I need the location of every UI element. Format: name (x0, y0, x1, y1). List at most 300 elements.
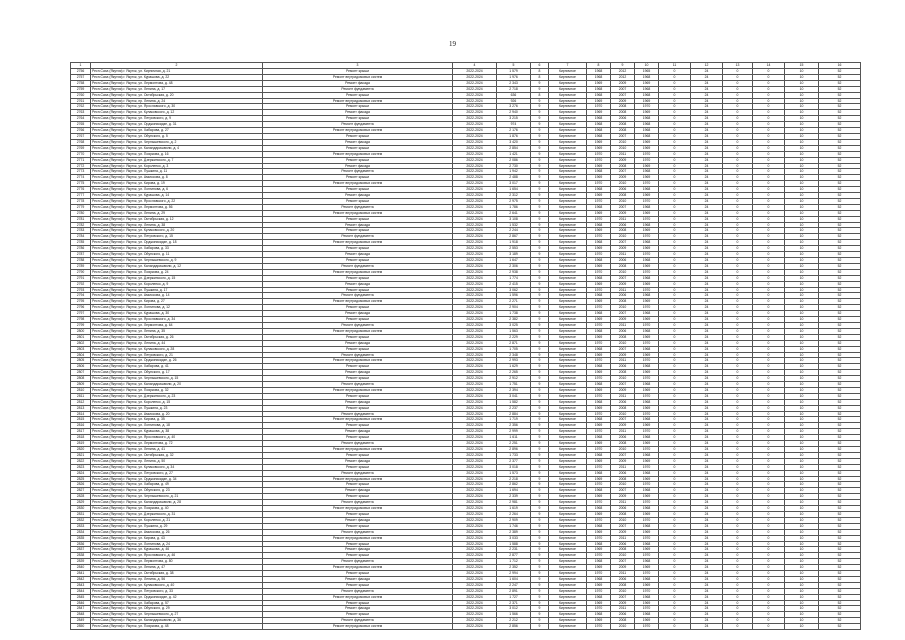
table-cell: 1968 (635, 452, 659, 458)
table-cell: 2022-2024 (453, 193, 497, 199)
column-header: 5 (497, 63, 531, 69)
table-cell: 2022-2024 (453, 600, 497, 606)
table-cell: 52 (819, 228, 861, 234)
table-cell: 0 (723, 376, 753, 382)
table-cell: 1970 (635, 269, 659, 275)
table-cell: 1969 (635, 511, 659, 517)
table-cell: 0 (753, 382, 785, 388)
table-cell: 1968 (635, 470, 659, 476)
table-cell: 24 (691, 352, 723, 358)
table-cell: 1968 (635, 122, 659, 128)
table-cell: 24 (691, 246, 723, 252)
table-cell: 24 (691, 151, 723, 157)
table-cell: 0 (753, 328, 785, 334)
table-cell: 9 (531, 576, 549, 582)
table-cell: 10 (785, 104, 819, 110)
table-cell: 0 (723, 452, 753, 458)
table-cell: 1968 (587, 222, 611, 228)
table-cell: Ремонт крыши (263, 376, 453, 382)
table-cell: Респ.Саха (Якутия) г. Якутск, ул. Кирпичная, д. 21 (91, 69, 263, 75)
table-cell: 2022-2024 (453, 311, 497, 317)
table-cell: 2 415 (497, 281, 531, 287)
table-cell: Ремонт внутридомовых систем (263, 358, 453, 364)
table-cell: 2007 (611, 523, 635, 529)
table-cell: 52 (819, 275, 861, 281)
table-cell: 52 (819, 358, 861, 364)
table-cell: 9 (531, 322, 549, 328)
table-cell: 2011 (611, 429, 635, 435)
table-cell: 9 (531, 328, 549, 334)
table-cell: 0 (723, 423, 753, 429)
table-cell: Респ.Саха (Якутия) г. Якутск, ул. Ленина, д. 41 (91, 447, 263, 453)
column-header: 1 (71, 63, 91, 69)
table-cell: Респ.Саха (Якутия) г. Якутск, ул. Октябрьская, д. 12 (91, 216, 263, 222)
table-cell: 52 (819, 547, 861, 553)
table-cell: Респ.Саха (Якутия) г. Якутск, ул. Кирова, д. 35 (91, 417, 263, 423)
table-cell: Ремонт крыши (263, 582, 453, 588)
table-cell: Ремонт крыши (263, 393, 453, 399)
table-cell: 52 (819, 86, 861, 92)
table-cell: 0 (723, 328, 753, 334)
table-cell: 1970 (587, 571, 611, 577)
table-cell: 2 237 (497, 405, 531, 411)
table-cell: 9 (531, 582, 549, 588)
table-cell: 24 (691, 452, 723, 458)
table-cell: 1969 (635, 423, 659, 429)
table-cell: 52 (819, 334, 861, 340)
table-cell: 2838 (71, 553, 91, 559)
table-cell: 1968 (635, 541, 659, 547)
table-cell: 1969 (587, 98, 611, 104)
table-cell: Ремонт внутридомовых систем (263, 269, 453, 275)
table-cell: 2780 (71, 210, 91, 216)
table-cell: 24 (691, 104, 723, 110)
table-cell: Кирпичное (549, 258, 587, 264)
table-cell: 1970 (587, 447, 611, 453)
table-cell: 0 (723, 523, 753, 529)
table-cell: 1968 (635, 133, 659, 139)
table-cell: 1 694 (497, 488, 531, 494)
table-cell: 2011 (611, 358, 635, 364)
table-cell: 2009 (611, 210, 635, 216)
table-cell: 2 909 (497, 517, 531, 523)
table-cell: 0 (723, 387, 753, 393)
table-cell: 0 (753, 145, 785, 151)
table-cell: 1968 (587, 506, 611, 512)
table-cell: 8 (531, 69, 549, 75)
table-cell: 0 (753, 258, 785, 264)
table-cell: Респ.Саха (Якутия) г. Якутск, ул. Чернышевского, д. 21 (91, 494, 263, 500)
table-cell: 2010 (611, 269, 635, 275)
table-cell: 0 (753, 80, 785, 86)
table-cell: 2 862 (497, 482, 531, 488)
table-cell: 1968 (587, 612, 611, 618)
table-cell: 2022-2024 (453, 128, 497, 134)
table-cell: 2011 (611, 571, 635, 577)
table-cell: 0 (753, 228, 785, 234)
table-cell: Ремонт крыши (263, 104, 453, 110)
table-cell: 10 (785, 441, 819, 447)
table-cell: 0 (659, 494, 691, 500)
table-cell: 10 (785, 169, 819, 175)
table-cell: Ремонт крыши (263, 305, 453, 311)
table-cell: Кирпичное (549, 612, 587, 618)
table-cell: 2006 (611, 576, 635, 582)
table-cell: Кирпичное (549, 606, 587, 612)
table-cell: 0 (723, 541, 753, 547)
table-cell: 24 (691, 317, 723, 323)
table-cell: 0 (723, 269, 753, 275)
table-cell: Респ.Саха (Якутия) г. Якутск, ул. Лонгинова, д. 18 (91, 423, 263, 429)
table-cell: 10 (785, 464, 819, 470)
table-cell: 1968 (587, 559, 611, 565)
table-cell: Кирпичное (549, 511, 587, 517)
table-cell: 1969 (587, 210, 611, 216)
table-cell: 2796 (71, 305, 91, 311)
table-cell: 2775 (71, 181, 91, 187)
table-cell: 9 (531, 198, 549, 204)
table-cell: 52 (819, 565, 861, 571)
table-cell: Ремонт крыши (263, 494, 453, 500)
table-cell: 3 215 (497, 116, 531, 122)
table-cell: 0 (753, 98, 785, 104)
table-cell: 2766 (71, 128, 91, 134)
table-cell: 0 (753, 74, 785, 80)
table-cell: Кирпичное (549, 529, 587, 535)
table-cell: Кирпичное (549, 376, 587, 382)
table-cell: 2 265 (497, 370, 531, 376)
table-cell: 10 (785, 494, 819, 500)
table-cell: 0 (723, 145, 753, 151)
table-cell: 0 (723, 488, 753, 494)
table-cell: 24 (691, 139, 723, 145)
table-cell: 1969 (587, 281, 611, 287)
table-cell: 10 (785, 80, 819, 86)
table-cell: Кирпичное (549, 399, 587, 405)
table-cell: 1968 (587, 128, 611, 134)
table-cell: 2022-2024 (453, 411, 497, 417)
table-cell: Респ.Саха (Якутия) г. Якутск, ул. Курашова, д. 46 (91, 547, 263, 553)
table-cell: 2782 (71, 222, 91, 228)
table-cell: Кирпичное (549, 281, 587, 287)
table-cell: 2022-2024 (453, 624, 497, 630)
table-cell: 2011 (611, 151, 635, 157)
table-cell: Кирпичное (549, 382, 587, 388)
table-cell: 2757 (71, 74, 91, 80)
table-cell: 2022-2024 (453, 553, 497, 559)
table-cell: 24 (691, 576, 723, 582)
table-cell: 1 727 (497, 594, 531, 600)
table-cell: 9 (531, 441, 549, 447)
table-cell: 2818 (71, 435, 91, 441)
table-cell: Ремонт фасада (263, 429, 453, 435)
table-cell: 2022-2024 (453, 157, 497, 163)
table-cell: 0 (723, 163, 753, 169)
table-cell: 10 (785, 69, 819, 75)
table-cell: Ремонт фундамента (263, 86, 453, 92)
table-cell: 24 (691, 80, 723, 86)
table-cell: Ремонт фундамента (263, 293, 453, 299)
table-cell: 9 (531, 317, 549, 323)
table-cell: 2843 (71, 582, 91, 588)
table-cell: 1969 (587, 582, 611, 588)
table-cell: 1968 (587, 328, 611, 334)
table-cell: 1968 (587, 122, 611, 128)
table-cell: 0 (753, 547, 785, 553)
table-cell: Респ.Саха (Якутия) г. Якутск, ул. Лермонтова, д. 72 (91, 441, 263, 447)
table-cell: Кирпичное (549, 210, 587, 216)
table-cell: Кирпичное (549, 447, 587, 453)
table-cell: Респ.Саха (Якутия) г. Якутск, ул. Лермонтова, д. 80 (91, 559, 263, 565)
table-cell: 2771 (71, 157, 91, 163)
table-cell: 10 (785, 523, 819, 529)
table-cell: 9 (531, 618, 549, 624)
table-cell: Кирпичное (549, 411, 587, 417)
table-cell: 52 (819, 417, 861, 423)
table-cell: 0 (659, 269, 691, 275)
table-cell: 10 (785, 600, 819, 606)
table-cell: 24 (691, 553, 723, 559)
table-cell: Кирпичное (549, 358, 587, 364)
table-cell: 0 (753, 352, 785, 358)
table-cell: 0 (659, 181, 691, 187)
table-cell: Респ.Саха (Якутия) г. Якутск, ул. Каландаришвили, д. 36 (91, 618, 263, 624)
table-cell: 2007 (611, 417, 635, 423)
table-cell: 1970 (587, 606, 611, 612)
table-cell: 24 (691, 541, 723, 547)
table-cell: 1970 (635, 482, 659, 488)
table-cell: 1969 (587, 405, 611, 411)
table-cell: 52 (819, 476, 861, 482)
column-header: 12 (691, 63, 723, 69)
table-cell: 0 (659, 423, 691, 429)
table-cell: 1968 (587, 204, 611, 210)
table-cell: 9 (531, 506, 549, 512)
table-cell: 1970 (635, 447, 659, 453)
table-cell: 0 (659, 452, 691, 458)
table-cell: 0 (723, 122, 753, 128)
table-cell: 52 (819, 234, 861, 240)
table-cell: 2022-2024 (453, 104, 497, 110)
table-cell: 52 (819, 535, 861, 541)
table-cell: 0 (723, 80, 753, 86)
table-cell: 0 (659, 281, 691, 287)
table-cell: 24 (691, 133, 723, 139)
table-cell: Кирпичное (549, 311, 587, 317)
table-cell: 2022-2024 (453, 258, 497, 264)
table-cell: 9 (531, 500, 549, 506)
table-cell: Ремонт фундамента (263, 122, 453, 128)
table-cell: 1970 (635, 553, 659, 559)
table-cell: 1970 (635, 606, 659, 612)
table-cell: 2011 (611, 464, 635, 470)
table-cell: 10 (785, 122, 819, 128)
table-cell: 0 (723, 535, 753, 541)
table-cell: 52 (819, 399, 861, 405)
table-cell: 1970 (635, 234, 659, 240)
table-cell: 1970 (635, 464, 659, 470)
table-cell: 1970 (635, 624, 659, 630)
table-cell: 0 (659, 128, 691, 134)
table-cell: 1970 (587, 234, 611, 240)
table-cell: 52 (819, 311, 861, 317)
table-cell: 2814 (71, 411, 91, 417)
table-cell: 2 244 (497, 228, 531, 234)
table-cell: 3 189 (497, 252, 531, 258)
table-cell: 1 532 (497, 222, 531, 228)
table-cell: 2767 (71, 133, 91, 139)
table-cell: 2800 (71, 328, 91, 334)
table-cell: Кирпичное (549, 181, 587, 187)
table-cell: Респ.Саха (Якутия) г. Якутск, ул. Короленко, д. 15 (91, 399, 263, 405)
table-cell: 24 (691, 411, 723, 417)
table-cell: Ремонт внутридомовых систем (263, 328, 453, 334)
table-cell: Кирпичное (549, 269, 587, 275)
table-cell: 10 (785, 252, 819, 258)
table-cell: Респ.Саха (Якутия) г. Якутск, ул. Орджоникидзе, д. 18 (91, 240, 263, 246)
table-cell: 2008 (611, 110, 635, 116)
table-cell: 8 (531, 92, 549, 98)
table-cell: 10 (785, 382, 819, 388)
table-cell: Кирпичное (549, 452, 587, 458)
table-cell: 52 (819, 74, 861, 80)
table-cell: 2779 (71, 204, 91, 210)
table-cell: 24 (691, 169, 723, 175)
table-cell: Ремонт внутридомовых систем (263, 151, 453, 157)
table-cell: 0 (659, 234, 691, 240)
table-cell: 10 (785, 269, 819, 275)
table-cell: 1968 (635, 86, 659, 92)
table-cell: 24 (691, 234, 723, 240)
table-cell: 52 (819, 246, 861, 252)
table-cell: 2805 (71, 358, 91, 364)
table-cell: 0 (659, 328, 691, 334)
table-cell: 9 (531, 104, 549, 110)
column-header: 8 (587, 63, 611, 69)
table-cell: 2794 (71, 293, 91, 299)
table-cell: 2820 (71, 447, 91, 453)
table-cell: 2840 (71, 565, 91, 571)
table-cell: 24 (691, 92, 723, 98)
table-cell: 0 (659, 334, 691, 340)
table-cell: 9 (531, 133, 549, 139)
table-cell: 0 (659, 482, 691, 488)
table-cell: 52 (819, 263, 861, 269)
table-cell: 0 (659, 458, 691, 464)
table-cell: 1969 (587, 163, 611, 169)
table-cell: Респ.Саха (Якутия) г. Якутск, ул. Ойунского, д. 29 (91, 606, 263, 612)
table-cell: 10 (785, 506, 819, 512)
table-cell: 52 (819, 387, 861, 393)
table-cell: Кирпичное (549, 441, 587, 447)
table-cell: 0 (753, 69, 785, 75)
table-cell: 9 (531, 222, 549, 228)
table-cell: 2011 (611, 393, 635, 399)
table-cell: Ремонт фасада (263, 311, 453, 317)
table-cell: 10 (785, 275, 819, 281)
table-cell: 10 (785, 86, 819, 92)
table-cell: 2007 (611, 452, 635, 458)
table-cell: 2022-2024 (453, 476, 497, 482)
table-cell: Ремонт крыши (263, 133, 453, 139)
table-cell: 2777 (71, 193, 91, 199)
table-cell: 9 (531, 411, 549, 417)
table-cell: 10 (785, 281, 819, 287)
table-cell: 0 (723, 500, 753, 506)
table-cell: 3 062 (497, 287, 531, 293)
table-cell: 1969 (635, 193, 659, 199)
table-cell: 0 (753, 269, 785, 275)
table-cell: Кирпичное (549, 435, 587, 441)
table-cell: 9 (531, 287, 549, 293)
table-cell: 2009 (611, 423, 635, 429)
table-cell: 52 (819, 452, 861, 458)
table-cell: Респ.Саха (Якутия) г. Якутск, ул. Орджоникидзе, д. 26 (91, 358, 263, 364)
table-cell: 2816 (71, 423, 91, 429)
table-cell: 10 (785, 293, 819, 299)
table-cell: 2 871 (497, 340, 531, 346)
table-cell: 1970 (635, 340, 659, 346)
table-cell: 52 (819, 210, 861, 216)
table-cell: 52 (819, 139, 861, 145)
table-cell: 52 (819, 240, 861, 246)
table-cell: 1968 (587, 576, 611, 582)
table-cell: Респ.Саха (Якутия) г. Якутск, ул. Лонгинова, д. 6 (91, 187, 263, 193)
table-cell: 0 (753, 169, 785, 175)
table-cell: Респ.Саха (Якутия) г. Якутск, ул. Кирова, д. 19 (91, 181, 263, 187)
table-cell: 52 (819, 376, 861, 382)
table-cell: Кирпичное (549, 547, 587, 553)
column-header: 9 (611, 63, 635, 69)
table-cell: 0 (753, 423, 785, 429)
table-cell: 2792 (71, 281, 91, 287)
table-cell: 2022-2024 (453, 204, 497, 210)
table-cell: 0 (723, 198, 753, 204)
table-cell: 0 (753, 122, 785, 128)
table-cell: 0 (659, 435, 691, 441)
table-cell: 2006 (611, 328, 635, 334)
table-cell: 0 (723, 588, 753, 594)
table-cell: 24 (691, 181, 723, 187)
table-cell: 0 (659, 594, 691, 600)
table-cell: 24 (691, 110, 723, 116)
table-cell: 52 (819, 370, 861, 376)
table-cell: 2007 (611, 169, 635, 175)
table-cell: 52 (819, 322, 861, 328)
table-cell: Респ.Саха (Якутия) г. Якутск, ул. Лонгинова, д. 12 (91, 305, 263, 311)
table-cell: Ремонт фундамента (263, 470, 453, 476)
table-cell: 52 (819, 92, 861, 98)
table-cell: 2813 (71, 405, 91, 411)
table-cell: 9 (531, 163, 549, 169)
table-cell: 1968 (635, 204, 659, 210)
table-cell: 10 (785, 246, 819, 252)
table-cell: Ремонт крыши (263, 553, 453, 559)
table-cell: 9 (531, 157, 549, 163)
table-cell: 0 (753, 506, 785, 512)
table-cell: 0 (753, 458, 785, 464)
table-cell: 2006 (611, 612, 635, 618)
table-cell: Ремонт крыши (263, 600, 453, 606)
table-cell: 52 (819, 317, 861, 323)
table-cell: 9 (531, 80, 549, 86)
table-cell: 1968 (587, 275, 611, 281)
table-cell: 2011 (611, 322, 635, 328)
table-cell: 2830 (71, 506, 91, 512)
table-cell: Кирпичное (549, 175, 587, 181)
table-cell: 1968 (587, 364, 611, 370)
table-cell: 0 (659, 311, 691, 317)
